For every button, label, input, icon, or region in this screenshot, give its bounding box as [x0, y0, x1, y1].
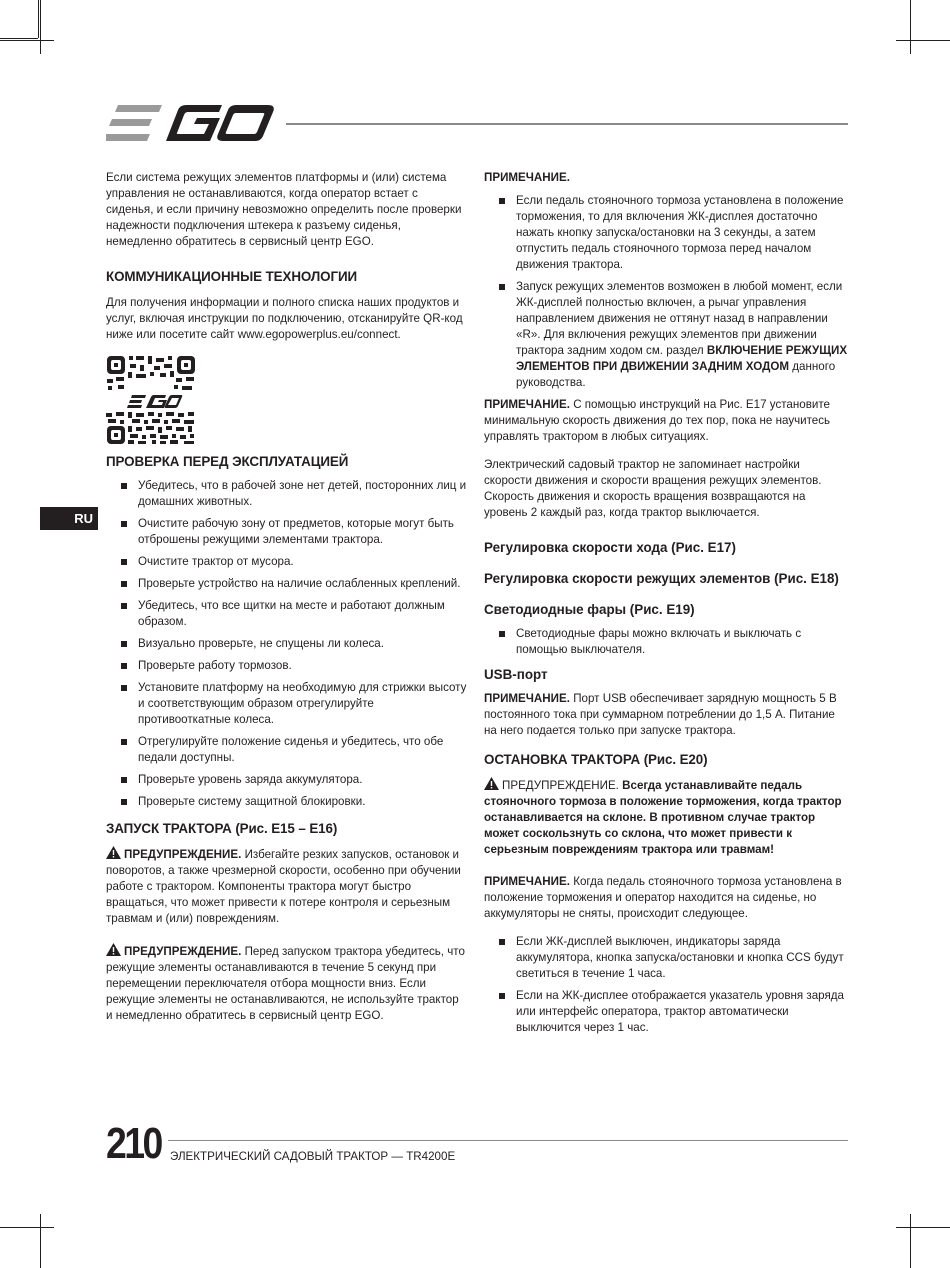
led-heading: Светодиодные фары (Рис. E19) [484, 602, 695, 617]
page-number: 210 [106, 1119, 161, 1168]
warning-icon [106, 846, 121, 859]
list-item: Проверьте систему защитной блокировки. [106, 794, 468, 810]
list-item: Убедитесь, что в рабочей зоне нет детей, посторонних лиц и домашних животных. [106, 478, 468, 510]
qr-code[interactable] [106, 355, 196, 445]
list-item: Очистите рабочую зону от предметов, которые могут быть отброшены режущими элементами трактора. [106, 516, 468, 548]
footer-rule [168, 1140, 848, 1141]
ego-logo [106, 104, 276, 142]
list-item: Запуск режущих элементов возможен в любой момент, если ЖК-дисплей полностью включен, а рычаг управления направлением движения не оттянут назад в направлении «R». Для включения режущих элементов при движении трактора задним ходом см. раздел ВКЛЮЧЕНИЕ РЕЖУЩИХ ЭЛЕМЕНТОВ ПРИ ДВИЖЕНИИ ЗАДНИМ ХОДОМ данного руководства. [484, 279, 848, 391]
start-heading: ЗАПУСК ТРАКТОРА (Рис. E15 – E16) [106, 821, 338, 836]
stop-list [484, 934, 848, 1036]
list-item: Убедитесь, что все щитки на месте и работают должным образом. [106, 598, 468, 630]
comm-paragraph: Для получения информации и полного списка наших продуктов и услуг, включая инструкции по подключению, отсканируйте QR-код ниже или посетите сайт www.egopowerplus.eu/connect. [106, 296, 463, 341]
warning-icon [106, 943, 121, 956]
language-tab: RU [40, 507, 98, 530]
blade-heading: Регулировка скорости режущих элементов (Рис. E18) [484, 571, 839, 586]
stop-heading: ОСТАНОВКА ТРАКТОРА (Рис. E20) [484, 752, 708, 767]
check-heading: ПРОВЕРКА ПЕРЕД ЭКСПЛУАТАЦИЕЙ [106, 454, 349, 469]
list-item: Визуально проверьте, не спущены ли колеса. [106, 636, 468, 652]
warning-icon [484, 777, 499, 790]
check-list [106, 478, 468, 810]
list-item: Проверьте работу тормозов. [106, 658, 468, 674]
comm-heading: КОММУНИКАЦИОННЫЕ ТЕХНОЛОГИИ [106, 269, 358, 284]
list-item: Установите платформу на необходимую для стрижки высоту и соответствующим образом отрегулируйте противооткатные колеса. [106, 680, 468, 728]
warning-paragraph: ПРЕДУПРЕЖДЕНИЕ. Перед запуском трактора убедитесь, что режущие элементы останавливаются в течение 5 секунд при перемещении переключателя отбора мощности вниз. Если режущие элементы не останавливаются, не используйте трактор и немедленно обратитесь в сервисный центр EGO. [106, 945, 465, 1022]
usb-paragraph: ПРИМЕЧАНИЕ. Порт USB обеспечивает зарядную мощность 5 В постоянного тока при суммарном потреблении до 1,5 А. Питание на него подается только при запуске трактора. [484, 692, 837, 737]
list-item: Очистите трактор от мусора. [106, 554, 468, 570]
warning-paragraph: ПРЕДУПРЕЖДЕНИЕ. Избегайте резких запусков, остановок и поворотов, а также чрезмерной скорости, особенно при обучении работе с трактором. Компоненты трактора могут быстро вращаться, что может привести к потере контроля и серьезным травмам и (или) повреждениям. [106, 848, 461, 925]
header-rule [286, 123, 848, 125]
stop-note: ПРИМЕЧАНИЕ. Когда педаль стояночного тормоза установлена в положение торможения и оператор находится на сиденье, но аккумуляторы не сняты, происходит следующее. [484, 875, 842, 920]
list-item: Проверьте устройство на наличие ослабленных креплений. [106, 576, 468, 592]
footer-title: ЭЛЕКТРИЧЕСКИЙ САДОВЫЙ ТРАКТОР — TR4200E [170, 1150, 456, 1163]
list-item: Если педаль стояночного тормоза установлена в положение торможения, то для включения ЖК-дисплея достаточно нажать кнопку запуска/остановки на 3 секунды, а затем отпустить педаль стояночного тормоза перед началом движения трактора. [484, 193, 848, 273]
memory-paragraph: Электрический садовый трактор не запоминает настройки скорости движения и скорости вращения режущих элементов. Скорость движения и скорость вращения возвращаются на уровень 2 каждый раз, когда трактор выключается. [484, 458, 822, 519]
usb-heading: USB-порт [484, 667, 548, 682]
list-item: Если ЖК-дисплей выключен, индикаторы заряда аккумулятора, кнопка запуска/остановки и кнопка CCS будут светиться в течение 1 часа. [484, 934, 848, 982]
intro-paragraph: Если система режущих элементов платформы и (или) система управления не останавливаются, когда оператор встает с сиденья, и если причину невозможно определить после проверки надежности подключения штекера к разъему сиденья, немедленно обратитесь в сервисный центр EGO. [106, 171, 462, 248]
stop-warning: ПРЕДУПРЕЖДЕНИЕ. Всегда устанавливайте педаль стояночного тормоза в положение торможения, когда трактор останавливается на склоне. В противном случае трактор может соскользнуть со склона, что может привести к серьезным повреждениям трактора или травмам! [484, 779, 842, 856]
speed-heading: Регулировка скорости хода (Рис. E17) [484, 540, 736, 555]
list-item: Проверьте уровень заряда аккумулятора. [106, 772, 468, 788]
left-column [106, 170, 468, 1024]
right-column [484, 170, 848, 1042]
list-item: Светодиодные фары можно включать и выключать с помощью выключателя. [484, 626, 848, 658]
note-paragraph: ПРИМЕЧАНИЕ. С помощью инструкций на Рис. E17 установите минимальную скорость движения до тех пор, пока не научитесь управлять трактором в любых ситуациях. [484, 398, 831, 443]
note-label: ПРИМЕЧАНИЕ. [484, 171, 570, 184]
list-item: Если на ЖК-дисплее отображается указатель уровня заряда или интерфейс оператора, трактор автоматически выключится через 1 час. [484, 988, 848, 1036]
led-list [484, 626, 848, 658]
note-list [484, 193, 848, 391]
list-item: Отрегулируйте положение сиденья и убедитесь, что обе педали доступны. [106, 734, 468, 766]
